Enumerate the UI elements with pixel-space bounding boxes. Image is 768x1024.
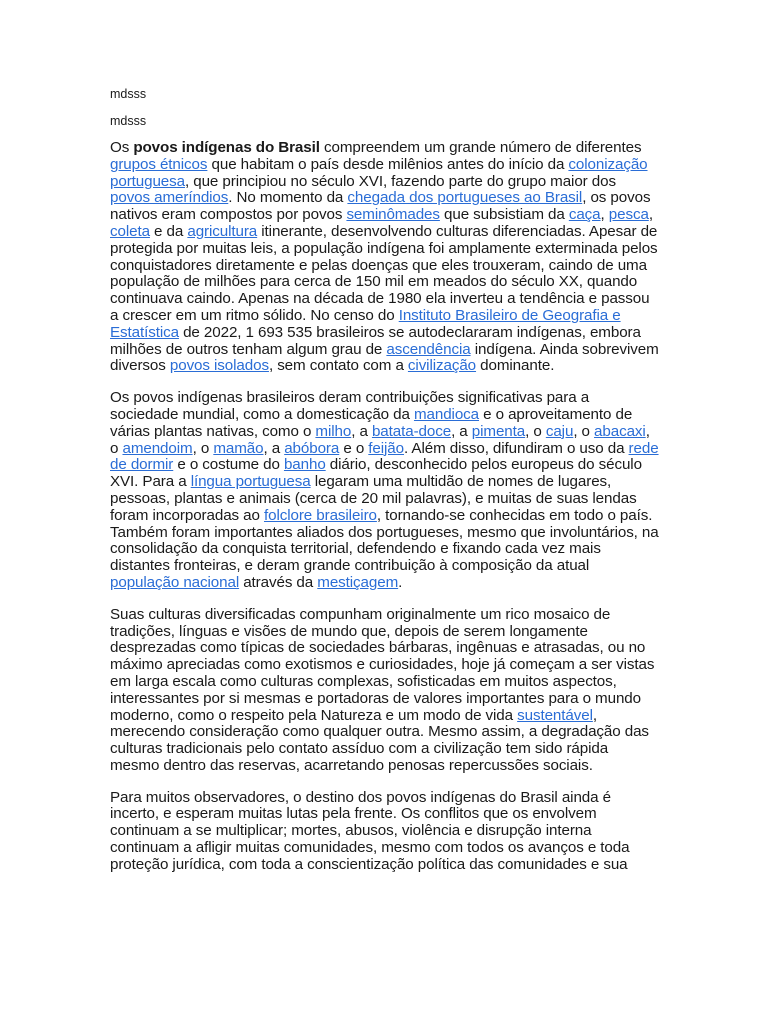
wiki-link[interactable]: povos ameríndios	[110, 189, 229, 207]
wiki-link[interactable]: rede de dormir	[110, 439, 659, 474]
bold-term: povos indígenas do Brasil	[133, 139, 320, 156]
text-run: Os povos indígenas brasileiros deram contribuições significativas para a sociedade mundial, como a domesticação da	[110, 389, 590, 423]
text-run: Para muitos observadores, o destino dos povos indígenas do Brasil ainda é incerto, e esperam muitas lutas pela frente. Os conflitos que os envolvem continuam a se multiplicar; mortes, abusos, violência e disrupção interna continuam a afligir muitas comunidades, mesmo com todos os avanços e toda proteção jurídica, com toda a conscientização política das comunidades e sua	[110, 788, 630, 873]
paragraph-1	[110, 140, 660, 375]
text-run: , que principiou no século XVI, fazendo parte do grupo maior dos	[185, 172, 616, 190]
wiki-link[interactable]: folclore brasileiro	[263, 506, 377, 524]
text-run: legaram uma multidão de nomes de lugares, pessoas, plantas e animais (cerca de 20 mil palavras), e muitas de suas lendas foram incorporadas ao	[110, 473, 637, 524]
wiki-link[interactable]: colonização portuguesa	[110, 155, 648, 190]
text-run: ,	[600, 206, 609, 224]
text-run: e o costume do	[173, 456, 284, 474]
text-run: compreendem um grande número de diferentes	[319, 139, 642, 156]
text-run: indígena. Ainda sobrevivem diversos	[110, 340, 659, 375]
wiki-link[interactable]: mandioca	[413, 405, 480, 423]
wiki-link[interactable]: pesca	[608, 206, 649, 224]
paragraph-4	[110, 790, 660, 874]
wiki-link[interactable]: milho	[315, 422, 352, 440]
text-run: , o	[110, 422, 650, 457]
text-run: , merecendo consideração como qualquer outra. Mesmo assim, a degradação das culturas tradicionais pelo contato assíduo com a civilização tem sido rápida mesmo dentro das reservas, acarretando penosas repercussões sociais.	[110, 706, 649, 774]
text-run: e o	[339, 439, 369, 457]
paragraph-3	[110, 607, 660, 775]
text-run: Os	[110, 139, 134, 156]
wiki-link[interactable]: Instituto Brasileiro de Geografia e Estatística	[110, 306, 621, 341]
text-run: que subsistiam da	[439, 206, 569, 224]
text-run: , a	[263, 439, 285, 457]
wiki-link[interactable]: pimenta	[471, 422, 526, 440]
wiki-link[interactable]: mamão	[213, 439, 264, 457]
text-run: e da	[149, 222, 188, 240]
text-run: , sem contato com a	[268, 357, 408, 375]
text-run: , a	[451, 422, 472, 440]
text-run: , os povos nativos eram compostos por povos	[110, 189, 651, 224]
text-run: , o	[192, 439, 214, 457]
text-run: ,	[648, 206, 653, 224]
paragraph-2	[110, 390, 660, 592]
wiki-link[interactable]: agricultura	[187, 222, 258, 240]
text-run: e o aproveitamento de várias plantas nativas, como o	[110, 405, 633, 440]
text-run: diário, desconhecido pelos europeus do século XVI. Para a	[110, 456, 642, 491]
wiki-link[interactable]: abacaxi	[594, 422, 646, 440]
wiki-link[interactable]: caju	[545, 422, 574, 440]
wiki-link[interactable]: coleta	[110, 222, 150, 240]
text-run: . No momento da	[228, 189, 348, 207]
wiki-link[interactable]: civilização	[407, 357, 477, 375]
wiki-link[interactable]: feijão	[368, 439, 405, 457]
wiki-link[interactable]: ascendência	[386, 340, 471, 358]
text-run: , tornando-se conhecidas em todo o país. Também foram importantes aliados dos portugueses, mesmo que involuntários, na consolidação da conquista territorial, defendendo e fixando cada vez mais distantes fronteiras, e deram grande contribuição à composição da atual	[110, 506, 659, 575]
wiki-link[interactable]: amendoim	[122, 439, 193, 457]
document-body	[110, 140, 660, 874]
text-run: de 2022, 1 693 535 brasileiros se autodeclararam indígenas, embora milhões de outros tenham algum grau de	[110, 323, 641, 358]
wiki-link[interactable]: mestiçagem	[317, 573, 399, 591]
text-run: dominante.	[476, 357, 555, 375]
text-run: que habitam o país desde milênios antes do início da	[207, 155, 569, 173]
wiki-link[interactable]: população nacional	[110, 573, 240, 591]
text-run: , o	[525, 422, 546, 440]
text-run: . Além disso, difundiram o uso da	[404, 439, 629, 457]
text-run: , a	[351, 422, 372, 440]
header-line-1: mdsss	[110, 87, 147, 101]
wiki-link[interactable]: grupos étnicos	[110, 155, 208, 173]
header-line-2: mdsss	[110, 114, 147, 128]
text-run: itinerante, desenvolvendo culturas diferenciadas. Apesar de protegida por muitas leis, a população indígena foi amplamente exterminada pelos conquistadores diretamente e pelas doenças que eles trouxeram, caindo de uma população de milhões para cerca de 150 mil em meados do século XX, quando continuava caindo. Apenas na década de 1980 ela inverteu a tendência e passou a crescer em um ritmo sólido. No censo do	[110, 222, 658, 324]
wiki-link[interactable]: língua portuguesa	[190, 473, 311, 491]
wiki-link[interactable]: abóbora	[284, 439, 340, 457]
wiki-link[interactable]: seminômades	[346, 206, 440, 224]
text-run: .	[398, 573, 403, 591]
text-run: Suas culturas diversificadas compunham originalmente um rico mosaico de tradições, línguas e visões de mundo que, depois de serem longamente desprezadas como típicas de sociedades bárbaras, ingênuas e atrasadas, ou no máximo apreciadas como exotismos e curiosidades, hoje já começam a ser vistas em larga escala como culturas complexas, sofisticadas em muitos aspectos, interessantes por si mesmas e portadoras de valores importantes para o mundo moderno, como o respeito pela Natureza e um modo de vida	[110, 605, 655, 724]
wiki-link[interactable]: caça	[568, 206, 601, 224]
wiki-link[interactable]: povos isolados	[169, 357, 269, 375]
text-run: , o	[573, 422, 595, 440]
text-run: através da	[239, 573, 318, 591]
wiki-link[interactable]: banho	[283, 456, 326, 474]
wiki-link[interactable]: batata-doce	[371, 422, 452, 440]
wiki-link[interactable]: sustentável	[517, 706, 593, 724]
wiki-link[interactable]: chegada dos portugueses ao Brasil	[347, 189, 583, 207]
